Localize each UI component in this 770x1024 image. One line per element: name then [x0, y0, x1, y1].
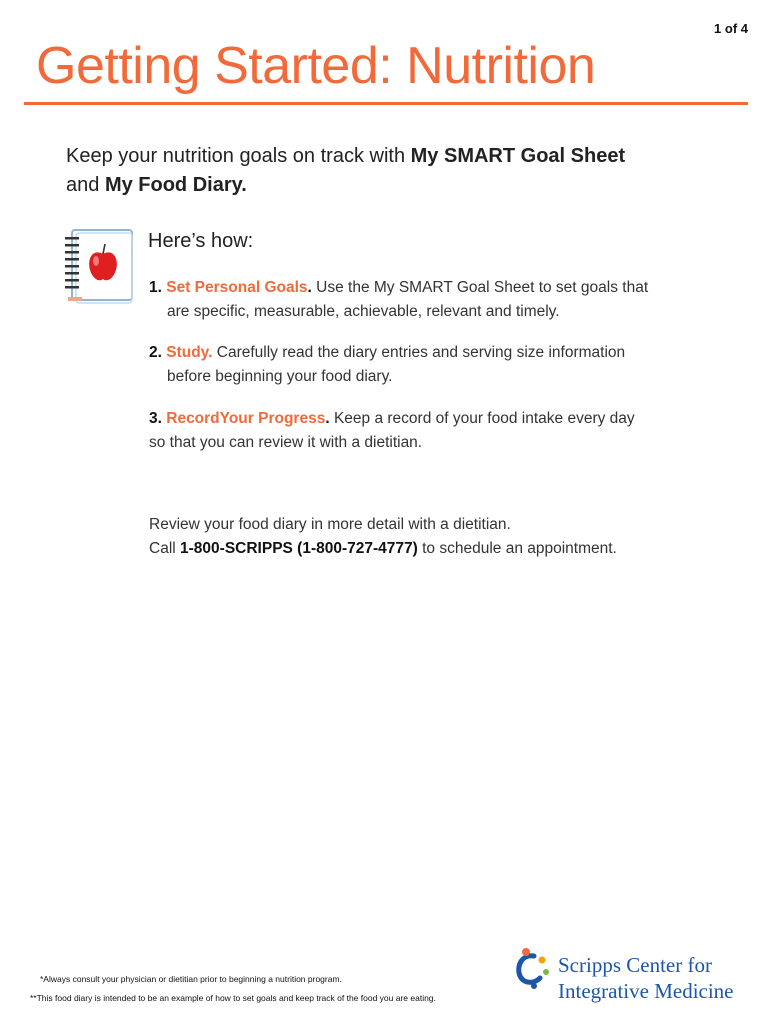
step-2-line2: before beginning your food diary. — [167, 368, 393, 385]
intro-text-2: and — [66, 174, 105, 196]
logo-line-1: Scripps Center for — [558, 953, 712, 977]
title-divider — [24, 102, 748, 105]
step-3-number: 3. — [149, 410, 162, 427]
intro-paragraph — [66, 142, 726, 200]
review-call-prefix: Call — [149, 540, 181, 557]
footnotes — [30, 970, 510, 1008]
scripps-logo-mark-icon — [512, 946, 554, 990]
review-line1: Review your food diary in more detail with a dietitian. — [149, 516, 511, 533]
step-1-line2: are specific, measurable, achievable, relevant and timely. — [167, 303, 560, 320]
footnote-1: *Always consult your physician or dietitian prior to beginning a nutrition program. — [40, 974, 342, 984]
step-1: 1. Set Personal Goals. Use the My SMART Goal Sheet to set goals that are specific, measurable, achievable, relevant and timely. — [149, 276, 709, 324]
step-1-line1: Use the My SMART Goal Sheet to set goals that — [311, 279, 649, 296]
howto-heading: Here’s how: — [148, 230, 254, 252]
scripps-logo — [512, 946, 752, 1006]
step-2-number: 2. — [149, 344, 162, 361]
page-indicator: 1 of 4 — [714, 21, 748, 36]
review-call-suffix: to schedule an appointment. — [417, 540, 617, 557]
step-3-key: RecordYour Progress — [166, 410, 326, 427]
step-2-key: Study — [166, 344, 209, 361]
phone-number[interactable]: 1-800-SCRIPPS (1-800-727-4777) — [180, 540, 418, 557]
page-title: Getting Started: Nutrition — [36, 37, 596, 95]
logo-line-2: Integrative Medicine — [558, 979, 734, 1003]
step-3-line2: so that you can review it with a dietitian. — [149, 434, 423, 451]
step-1-number: 1. — [149, 279, 162, 296]
intro-bold-food-diary: My Food Diary. — [104, 174, 247, 196]
review-paragraph — [149, 513, 709, 561]
intro-text-1: Keep your nutrition goals on track with — [66, 145, 411, 167]
food-diary-notebook-icon — [62, 228, 134, 304]
step-2-line1: Carefully read the diary entries and serving size information — [212, 344, 626, 361]
intro-bold-goal-sheet: My SMART Goal Sheet — [410, 145, 626, 167]
step-1-key: Set Personal Goals — [166, 279, 308, 296]
step-2: 2. Study. Carefully read the diary entries and serving size information before beginning your food diary. — [149, 341, 709, 389]
step-3: 3. RecordYour Progress. Keep a record of your food intake every day so that you can review it with a dietitian. — [149, 407, 709, 455]
scripps-logo-text — [558, 952, 734, 1004]
step-3-line1: Keep a record of your food intake every day — [329, 410, 635, 427]
footnote-2: **This food diary is intended to be an example of how to set goals and keep track of the food you are eating. — [30, 993, 436, 1003]
